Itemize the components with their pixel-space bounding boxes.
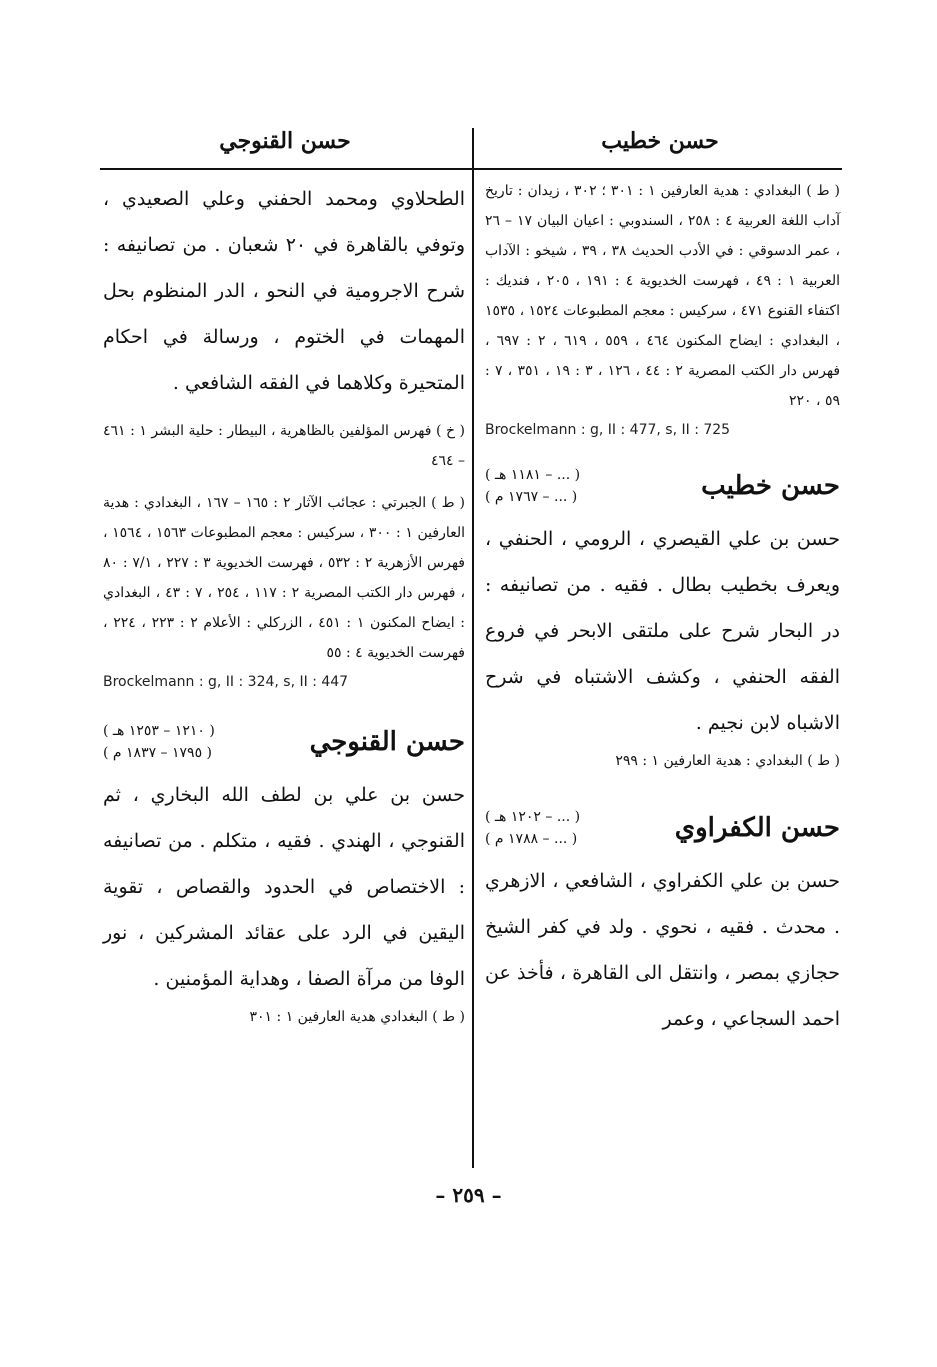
hijri-date: ( ١٢١٠ – ١٢٥٣ هـ ) xyxy=(103,723,215,739)
entry-heading xyxy=(485,806,840,850)
page-number: – ٢٥٩ – xyxy=(435,1183,502,1207)
header-rule xyxy=(100,168,842,170)
entry-body: حسن بن علي بن لطف الله البخاري ، ثم القنوجي ، الهندي . فقيه ، متكلم . من تصانيفه : الاختصاص في الحدود والقصاص ، تقوية اليقين في الرد على عقائد المشركين ، نور الوفا من مرآة الصفا ، وهداية المؤمنين . xyxy=(103,784,465,990)
references-block: ( ط ) البغدادي : هدية العارفين ١ : ٣٠١ ؛ ٣٠٢ ، زيدان : تاريخ آداب اللغة العربية ٤ : ٢٥٨ ، السندوبي : اعيان البيان ١٧ – ٢٦ ، عمر الدسوقي : في الأدب الحديث ٣٨ ، ٣٩ ، شيخو : الآداب العربية ١ : ٤٩ ، فهرست الخديوية ٤ : ١٩١ ، ٢٠٥ ، فنديك : اكتفاء القنوع ٤٧١ ، سركيس : معجم المطبوعات ١٥٢٤ ، ١٥٣٥ ، البغدادي : ايضاح المكنون ٤٦٤ ، ٥٥٩ ، ٦١٩ ، ٢ : ٦٩٧ ، فهرس دار الكتب المصرية ٢ : ٤٤ ، ١٢٦ ، ٣ : ١٩ ، ٣٥١ ، ٧ : ٥٩ ، ٢٢٠ xyxy=(485,183,841,409)
entry-dates xyxy=(103,720,215,764)
entry-reference: ( ط ) البغدادي : هدية العارفين ١ : ٢٩٩ xyxy=(615,753,840,769)
left-column xyxy=(103,176,465,1032)
entry-reference: ( ط ) البغدادي هدية العارفين ١ : ٣٠١ xyxy=(249,1009,465,1025)
running-head-left: حسن القنوجي xyxy=(219,128,351,154)
running-head-right: حسن خطيب xyxy=(601,128,719,154)
right-column xyxy=(485,176,840,1042)
brockelmann-ref: Brockelmann : g, II : 324, s, II : 447 xyxy=(103,674,349,690)
gregorian-date: ( ... – ١٧٦٧ م ) xyxy=(485,489,578,505)
column-divider xyxy=(472,128,474,1168)
entry-dates xyxy=(485,806,580,850)
entry-body: حسن بن علي الكفراوي ، الشافعي ، الازهري . محدث . فقيه ، نحوي . ولد في كفر الشيخ حجازي بمصر ، وانتقل الى القاهرة ، فأخذ عن احمد السجاعي ، وعمر xyxy=(485,870,840,1030)
printed-references: ( ط ) الجبرتي : عجائب الآثار ٢ : ١٦٥ – ١٦٧ ، البغدادي : هدية العارفين ١ : ٣٠٠ ، سركيس : معجم المطبوعات ١٥٦٣ ، ١٥٦٤ ، فهرس الأزهرية ٢ : ٥٣٢ ، فهرست الخديوية ٣ : ٢٢٧ ، ٧/١ : ٨٠ ، فهرس دار الكتب المصرية ٢ : ١١٧ ، ٢٥٤ ، ٧ : ٤٣ ، البغدادي : ايضاح المكنون ١ : ٤٥١ ، الزركلي : الأعلام ٢ : ٢٢٣ ، ٢٢٤ ، فهرست الخديوية ٤ : ٥٥ xyxy=(103,495,466,661)
hijri-date: ( ... – ١١٨١ هـ ) xyxy=(485,467,581,483)
entry-heading xyxy=(485,464,840,508)
manuscript-references: ( خ ) فهرس المؤلفين بالظاهرية ، البيطار : حلية البشر ١ : ٤٦١ – ٤٦٤ xyxy=(103,423,465,469)
entry-dates xyxy=(485,464,580,508)
entry-heading xyxy=(103,720,465,764)
gregorian-date: ( ... – ١٧٨٨ م ) xyxy=(485,831,578,847)
gregorian-date: ( ١٧٩٥ – ١٨٣٧ م ) xyxy=(103,745,213,761)
hijri-date: ( ... – ١٢٠٢ هـ ) xyxy=(485,809,581,825)
brockelmann-ref: Brockelmann : g, II : 477, s, II : 725 xyxy=(485,422,731,438)
entry-name: حسن الكفراوي xyxy=(674,813,840,843)
entry-name: حسن خطيب xyxy=(701,471,840,501)
entry-body-continued: الطحلاوي ومحمد الحفني وعلي الصعيدي ، وتوفي بالقاهرة في ٢٠ شعبان . من تصانيفه : شرح الاجرومية في النحو ، الدر المنظوم بحل المهمات في الختوم ، ورسالة في احكام المتحيرة وكلاهما في الفقه الشافعي . xyxy=(103,188,465,394)
entry-body: حسن بن علي القيصري ، الرومي ، الحنفي ، ويعرف بخطيب بطال . فقيه . من تصانيفه : در البحار شرح على ملتقى الابحر في فروع الفقه الحنفي ، وكشف الاشتباه في شرح الاشباه لابن نجيم . xyxy=(485,528,840,734)
entry-name: حسن القنوجي xyxy=(309,727,465,757)
